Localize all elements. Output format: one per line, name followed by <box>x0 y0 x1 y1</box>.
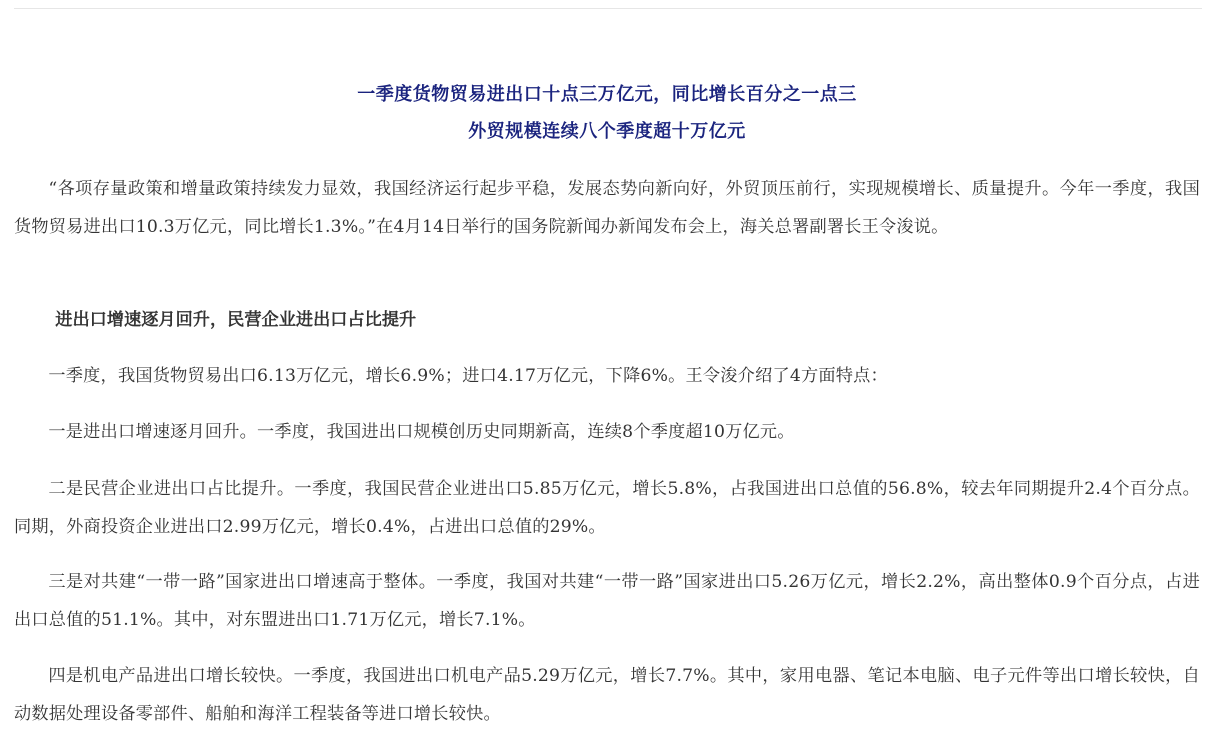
top-divider <box>14 8 1202 9</box>
paragraph-point-3: 三是对共建“一带一路”国家进出口增速高于整体。一季度，我国对共建“一带一路”国家进出口5.26万亿元，增长2.2%，高出整体0.9个百分点，占进出口总值的51.1%。其中，对东盟进出口1.71万亿元，增长7.1%。 <box>14 572 1200 630</box>
section-subheading: 进出口增速逐月回升，民营企业进出口占比提升 <box>55 310 417 330</box>
paragraph-point-4: 四是机电产品进出口增长较快。一季度，我国进出口机电产品5.29万亿元，增长7.7%。其中，家用电器、笔记本电脑、电子元件等出口增长较快，自动数据处理设备零部件、船舶和海洋工程装备等进口增长较快。 <box>14 666 1200 724</box>
article-title-line-2: 外贸规模连续八个季度超十万亿元 <box>468 121 746 142</box>
paragraph-point-1: 一是进出口增速逐月回升。一季度，我国进出口规模创历史同期新高，连续8个季度超10万亿元。 <box>48 422 795 442</box>
paragraph-point-2: 二是民营企业进出口占比提升。一季度，我国民营企业进出口5.85万亿元，增长5.8%，占我国进出口总值的56.8%，较去年同期提升2.4个百分点。同期，外商投资企业进出口2.99万亿元，增长0.4%，占进出口总值的29%。 <box>14 479 1200 537</box>
paragraph-q1-summary: 一季度，我国货物贸易出口6.13万亿元，增长6.9%；进口4.17万亿元，下降6%。王令浚介绍了4方面特点： <box>48 366 888 386</box>
paragraph-intro: “各项存量政策和增量政策持续发力显效，我国经济运行起步平稳，发展态势向新向好，外贸顶压前行，实现规模增长、质量提升。今年一季度，我国货物贸易进出口10.3万亿元，同比增长1.3%。”在4月14日举行的国务院新闻办新闻发布会上，海关总署副署长王令浚说。 <box>14 179 1200 237</box>
article-title-line-1: 一季度货物贸易进出口十点三万亿元，同比增长百分之一点三 <box>357 84 857 105</box>
